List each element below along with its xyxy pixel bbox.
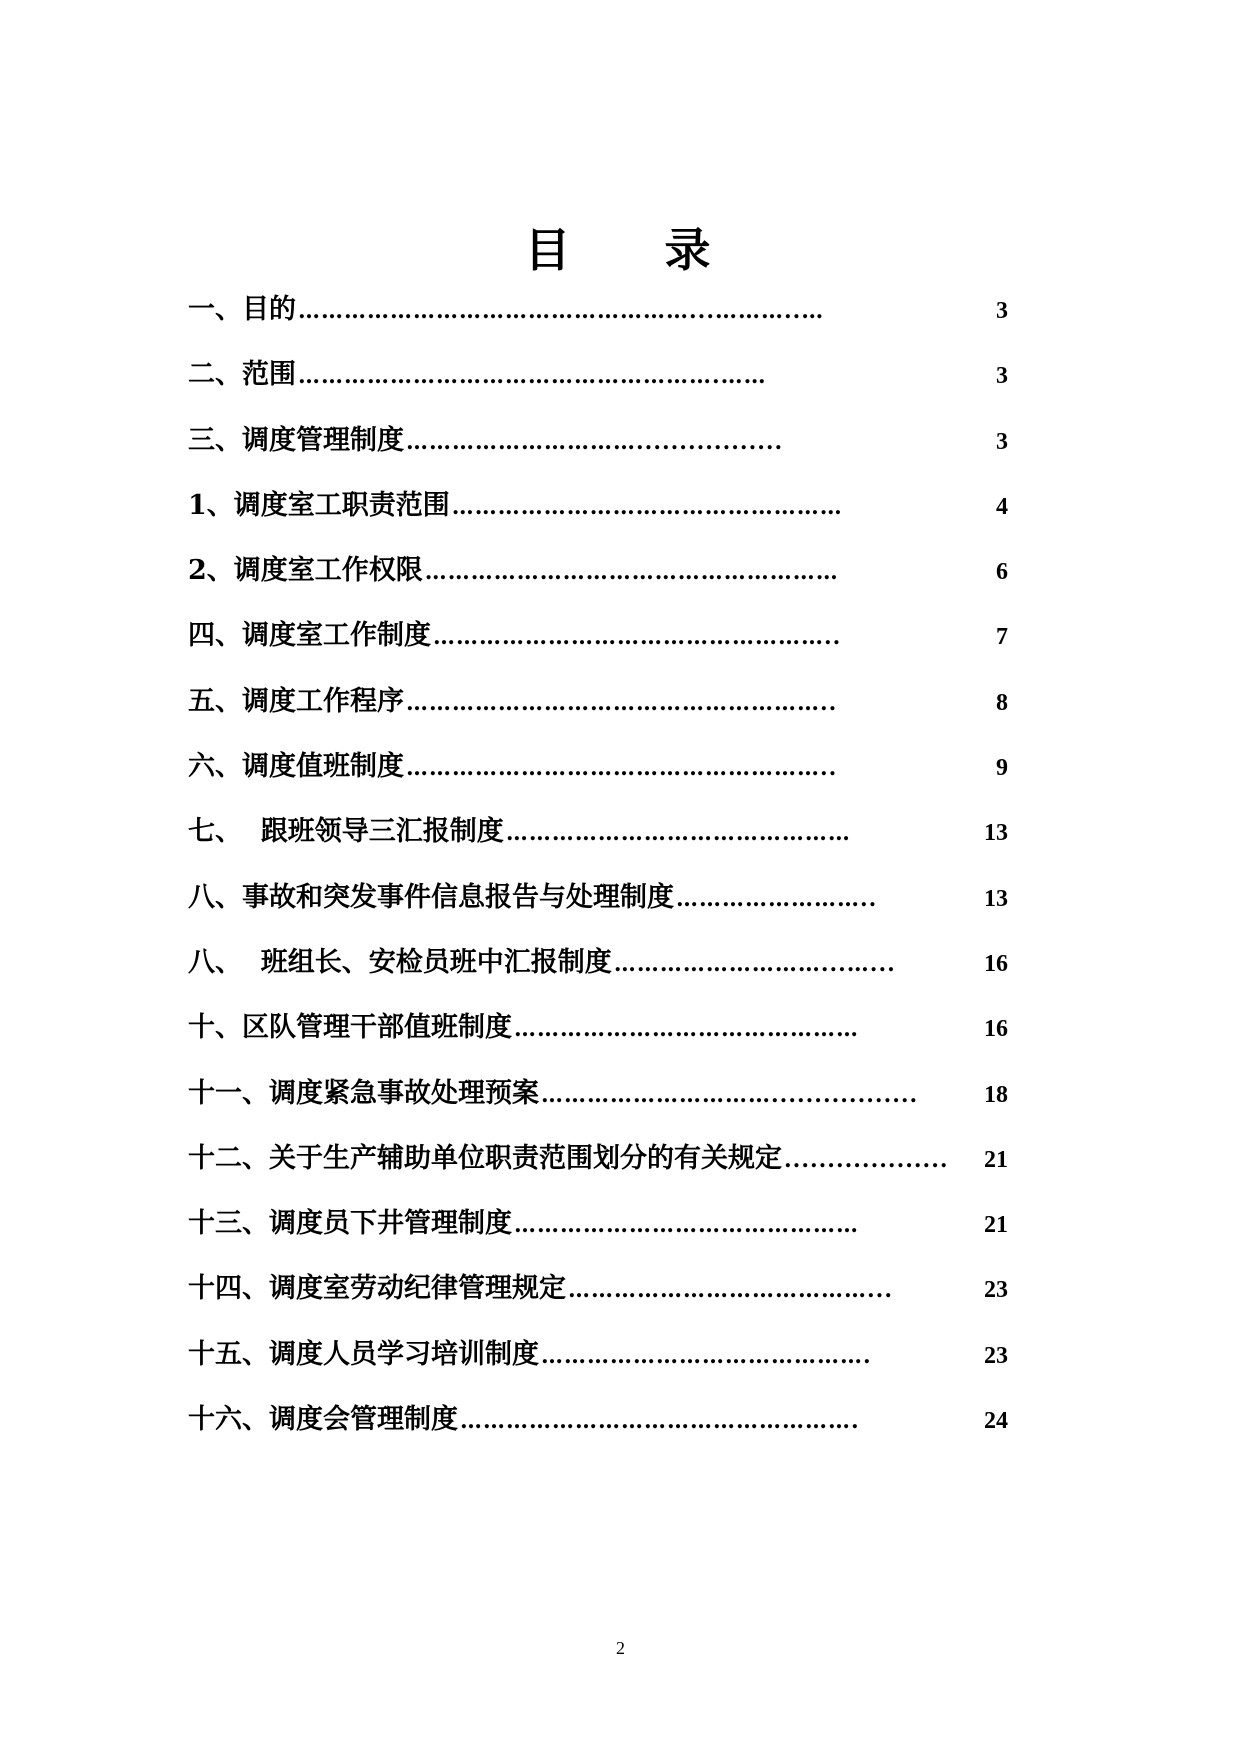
toc-entry-leader: ……………………………………………… (424, 559, 839, 586)
toc-entry-label: 八、 班组长、安检员班中汇报制度 (188, 946, 612, 978)
toc-entry-page: 3 (996, 428, 1008, 455)
toc-entry-leader: …………………………………………….. (433, 624, 842, 651)
toc-entry[interactable] (188, 1074, 1008, 1139)
toc-entry-page: 16 (984, 1016, 1008, 1043)
toc-entry-label: 六、调度值班制度 (188, 751, 404, 783)
toc-entry-leader: …………………………………………… (451, 493, 843, 520)
toc-entry[interactable] (188, 682, 1008, 747)
toc-entry-leader: …………………….. (676, 885, 878, 912)
toc-entry[interactable] (188, 486, 1008, 551)
toc-entry-label: 三、调度管理制度 (188, 424, 404, 456)
toc-entry-label: 十二、关于生产辅助单位职责范围划分的有关规定 (188, 1142, 782, 1174)
toc-entry[interactable] (188, 943, 1008, 1008)
toc-entry-label: 2、调度室工作权限 (188, 555, 423, 587)
toc-entry-page: 9 (996, 755, 1008, 782)
toc-entry-page: 21 (984, 1212, 1008, 1239)
toc-entry-leader: ................... (784, 1146, 949, 1173)
toc-entry-leader: ………………………...…... (613, 950, 896, 977)
toc-entry[interactable] (188, 1335, 1008, 1400)
toc-entry-leader: ……………………………………………….…… (298, 363, 767, 390)
toc-entry-leader: ……………………………………… (514, 1212, 859, 1239)
toc-entry-label: 一、目的 (188, 294, 296, 325)
toc-entry[interactable] (188, 1008, 1008, 1073)
toc-entry-label: 八、事故和突发事件信息报告与处理制度 (188, 881, 674, 913)
toc-entry[interactable] (188, 878, 1008, 943)
toc-entry-page: 3 (996, 363, 1008, 390)
toc-entry-leader: ……………………………………………. (460, 1408, 860, 1435)
toc-entry-page: 6 (996, 559, 1008, 586)
toc-entry-page: 13 (984, 820, 1008, 847)
toc-entry-leader: ……………………………………………….. (406, 689, 838, 716)
toc-entry-label: 十三、调度员下井管理制度 (188, 1208, 512, 1240)
toc-entry-leader: ……………………………………………….. (406, 755, 838, 782)
toc-entry[interactable] (188, 355, 1008, 420)
toc-entry-page: 23 (984, 1277, 1008, 1304)
toc-entry-label: 十一、调度紧急事故处理预案 (188, 1077, 539, 1109)
toc-entry[interactable] (188, 1204, 1008, 1269)
toc-entry-label: 十六、调度会管理制度 (188, 1404, 458, 1436)
toc-entry-page: 23 (984, 1342, 1008, 1369)
toc-entry[interactable] (188, 290, 1008, 355)
toc-entry[interactable] (188, 616, 1008, 681)
toc-entry[interactable] (188, 1400, 1008, 1465)
toc-entry-leader: ……………………………………………...………..… (298, 298, 825, 324)
toc-entry-page: 3 (996, 298, 1008, 324)
toc-entry[interactable] (188, 421, 1008, 486)
toc-entry-page: 8 (996, 689, 1008, 716)
toc-entry[interactable] (188, 812, 1008, 877)
toc-title: 目 录 (524, 223, 717, 277)
toc-entry-leader: …………………………................. (406, 428, 784, 455)
toc-entry-label: 四、调度室工作制度 (188, 620, 431, 652)
toc-entry-label: 七、 跟班领导三汇报制度 (188, 816, 504, 848)
toc-entry-label: 五、调度工作程序 (188, 685, 404, 717)
toc-entry-page: 21 (984, 1146, 1008, 1173)
toc-entry-page: 18 (984, 1081, 1008, 1108)
toc-entry-page: 16 (984, 950, 1008, 977)
toc-entry-leader: ……………………………………. (541, 1342, 872, 1369)
toc-entry-label: 十、区队管理干部值班制度 (188, 1012, 512, 1044)
toc-entry-page: 13 (984, 885, 1008, 912)
toc-entry[interactable] (188, 747, 1008, 812)
toc-list (188, 290, 1008, 1465)
toc-entry-page: 4 (996, 493, 1008, 520)
toc-entry[interactable] (188, 1269, 1008, 1334)
toc-entry-label: 十四、调度室劳动纪律管理规定 (188, 1273, 566, 1305)
toc-entry-leader: ……………………………………… (505, 820, 851, 847)
toc-entry-page: 24 (984, 1408, 1008, 1435)
toc-entry-label: 1、调度室工职责范围 (188, 489, 450, 521)
toc-entry-label: 二、范围 (188, 359, 296, 391)
toc-entry-leader: …………………………................. (541, 1081, 919, 1108)
toc-entry-leader: ……………………………………… (514, 1016, 859, 1043)
toc-entry[interactable] (188, 1139, 1008, 1204)
page-number: 2 (616, 1638, 625, 1658)
toc-entry-label: 十五、调度人员学习培训制度 (188, 1338, 539, 1370)
toc-entry-page: 7 (996, 624, 1008, 651)
toc-entry-leader: …………………………………... (568, 1277, 893, 1304)
toc-entry[interactable] (188, 551, 1008, 616)
